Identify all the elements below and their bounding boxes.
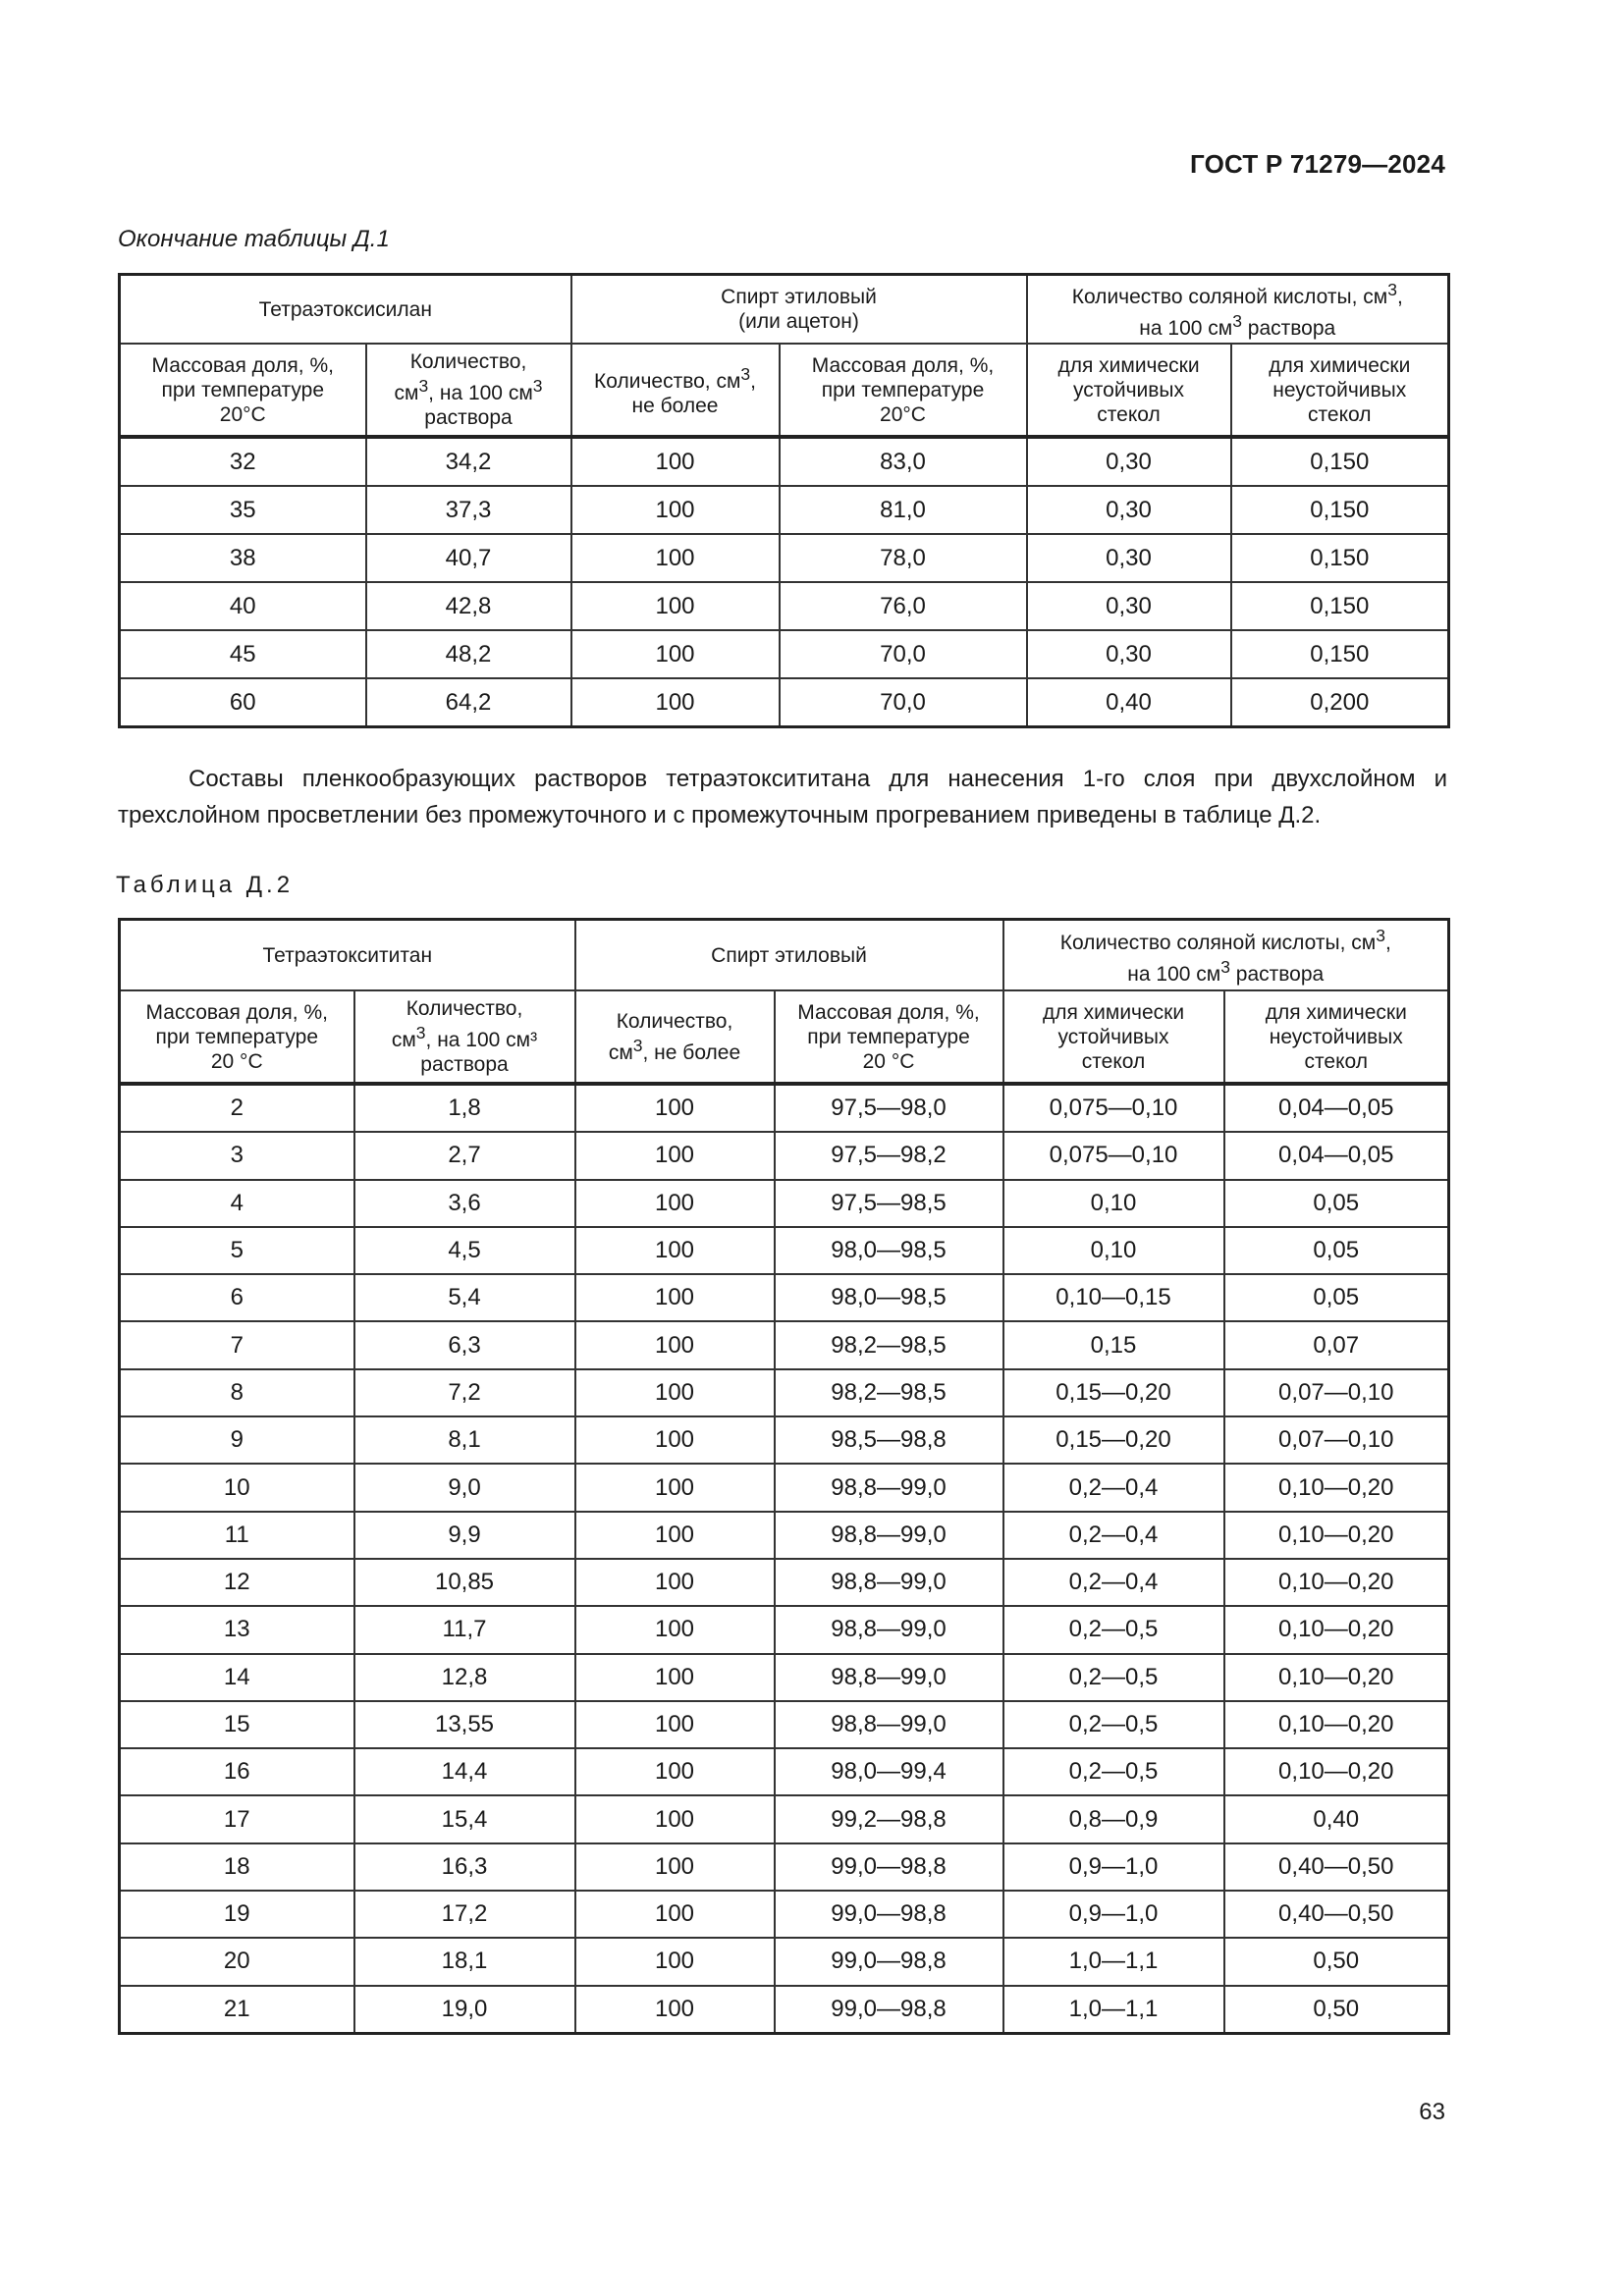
table1-cell: 32 xyxy=(120,437,366,486)
table1-cell: 0,200 xyxy=(1231,678,1449,727)
table2-row xyxy=(120,1321,1449,1368)
table2-cell: 11,7 xyxy=(354,1606,575,1653)
table2-cell: 0,2—0,4 xyxy=(1003,1464,1224,1511)
table2-cell: 0,07—0,10 xyxy=(1224,1416,1449,1464)
table2-row xyxy=(120,1748,1449,1795)
table2-cell: 100 xyxy=(575,1274,775,1321)
table1-row xyxy=(120,678,1449,727)
table1-header-row-1 xyxy=(120,275,1449,345)
table2-cell: 0,10—0,15 xyxy=(1003,1274,1224,1321)
table2-header-hydrochloric-acid: Количество соляной кислоты, $см^3$, на 100 $см^3$ раствора xyxy=(1003,920,1449,991)
table1-cell: 100 xyxy=(571,486,780,534)
table2-cell: 98,8—99,0 xyxy=(775,1701,1003,1748)
table1-cell: 35 xyxy=(120,486,366,534)
table2-header-stable-glass: для химически устойчивых стекол xyxy=(1003,990,1224,1084)
table2-cell: 1,8 xyxy=(354,1084,575,1132)
table2-cell: 0,9—1,0 xyxy=(1003,1843,1224,1891)
table1-cell: 48,2 xyxy=(366,630,571,678)
table-d2 xyxy=(118,918,1450,2035)
table-d1-end xyxy=(118,273,1450,728)
table2-row xyxy=(120,1132,1449,1179)
table2-cell: 19 xyxy=(120,1891,354,1938)
table1-cell: 40 xyxy=(120,582,366,630)
table2-row xyxy=(120,1274,1449,1321)
table2-cell: 98,8—99,0 xyxy=(775,1464,1003,1511)
table2-cell: 100 xyxy=(575,1938,775,1985)
table2-cell: 100 xyxy=(575,1843,775,1891)
table2-cell: 0,2—0,5 xyxy=(1003,1748,1224,1795)
table2-row xyxy=(120,1701,1449,1748)
table2-cell: 5,4 xyxy=(354,1274,575,1321)
table1-cell: 64,2 xyxy=(366,678,571,727)
table2-cell: 15,4 xyxy=(354,1795,575,1842)
table1-cell: 37,3 xyxy=(366,486,571,534)
table2-cell: 17 xyxy=(120,1795,354,1842)
table1-cell: 34,2 xyxy=(366,437,571,486)
table2-cell: 98,8—99,0 xyxy=(775,1512,1003,1559)
table2-cell: 12 xyxy=(120,1559,354,1606)
table2-row xyxy=(120,1512,1449,1559)
table2-row xyxy=(120,1227,1449,1274)
table2-header-quantity-max: Количество, $см^3$, не более xyxy=(575,990,775,1084)
table1-cell: 0,30 xyxy=(1027,630,1231,678)
table1-cell: 38 xyxy=(120,534,366,582)
table2-cell: 6,3 xyxy=(354,1321,575,1368)
table2-cell: 11 xyxy=(120,1512,354,1559)
table2-cell: 97,5—98,2 xyxy=(775,1132,1003,1179)
table1-caption: Окончание таблицы Д.1 xyxy=(118,226,390,252)
table2-cell: 3,6 xyxy=(354,1180,575,1227)
table2-cell: 0,07 xyxy=(1224,1321,1449,1368)
table2-cell: 0,10—0,20 xyxy=(1224,1606,1449,1653)
table2-cell: 98,5—98,8 xyxy=(775,1416,1003,1464)
table2-header-tetraethoxytitanium: Тетраэтоксититан xyxy=(120,920,575,991)
table2-row xyxy=(120,1464,1449,1511)
table2-cell: 18,1 xyxy=(354,1938,575,1985)
table2-cell: 98,8—99,0 xyxy=(775,1606,1003,1653)
table2-cell: 5 xyxy=(120,1227,354,1274)
table2-cell: 0,40—0,50 xyxy=(1224,1843,1449,1891)
table1-cell: 0,30 xyxy=(1027,582,1231,630)
table1-header-ethyl-alcohol: Спирт этиловый (или ацетон) xyxy=(571,275,1027,345)
table2-cell: 16,3 xyxy=(354,1843,575,1891)
table2-cell: 98,2—98,5 xyxy=(775,1321,1003,1368)
table2-cell: 0,9—1,0 xyxy=(1003,1891,1224,1938)
table2-cell: 0,05 xyxy=(1224,1227,1449,1274)
table1-cell: 0,150 xyxy=(1231,437,1449,486)
table2-cell: 15 xyxy=(120,1701,354,1748)
table2-cell: 13 xyxy=(120,1606,354,1653)
table2-cell: 100 xyxy=(575,1321,775,1368)
table2-cell: 100 xyxy=(575,1369,775,1416)
table1-cell: 70,0 xyxy=(780,630,1027,678)
table2-cell: 7,2 xyxy=(354,1369,575,1416)
table2-cell: 16 xyxy=(120,1748,354,1795)
table2-header-quantity-per-100: Количество, $см^3$, на 100 см³ раствора xyxy=(354,990,575,1084)
table2-cell: 0,10—0,20 xyxy=(1224,1748,1449,1795)
table2-cell: 0,50 xyxy=(1224,1986,1449,2034)
table2-cell: 100 xyxy=(575,1464,775,1511)
table2-cell: 0,8—0,9 xyxy=(1003,1795,1224,1842)
table1-header-mass-fraction: Массовая доля, %, при температуре 20°С xyxy=(120,344,366,437)
table2-cell: 0,2—0,5 xyxy=(1003,1606,1224,1653)
table1-cell: 0,30 xyxy=(1027,534,1231,582)
table2-cell: 2,7 xyxy=(354,1132,575,1179)
table1-cell: 83,0 xyxy=(780,437,1027,486)
table2-cell: 100 xyxy=(575,1084,775,1132)
table2-cell: 0,2—0,5 xyxy=(1003,1701,1224,1748)
page-number: 63 xyxy=(1419,2099,1445,2125)
table2-cell: 7 xyxy=(120,1321,354,1368)
table2-cell: 4,5 xyxy=(354,1227,575,1274)
table2-cell: 98,0—99,4 xyxy=(775,1748,1003,1795)
table1-cell: 100 xyxy=(571,534,780,582)
table1-cell: 42,8 xyxy=(366,582,571,630)
table2-cell: 2 xyxy=(120,1084,354,1132)
table2-cell: 17,2 xyxy=(354,1891,575,1938)
table2-header-alcohol-mass-fraction: Массовая доля, %, при температуре 20 °С xyxy=(775,990,1003,1084)
table1-cell: 100 xyxy=(571,678,780,727)
table2-cell: 98,0—98,5 xyxy=(775,1227,1003,1274)
table2-cell: 100 xyxy=(575,1132,775,1179)
table1-cell: 81,0 xyxy=(780,486,1027,534)
table2-caption: Таблица Д.2 xyxy=(116,872,295,898)
table2-cell: 1,0—1,1 xyxy=(1003,1938,1224,1985)
table2-cell: 0,04—0,05 xyxy=(1224,1132,1449,1179)
table2-cell: 97,5—98,0 xyxy=(775,1084,1003,1132)
table1-header-row-2 xyxy=(120,344,1449,437)
table2-cell: 0,075—0,10 xyxy=(1003,1084,1224,1132)
table2-cell: 0,15—0,20 xyxy=(1003,1369,1224,1416)
table1-cell: 0,150 xyxy=(1231,582,1449,630)
table2-cell: 98,8—99,0 xyxy=(775,1654,1003,1701)
table1-cell: 0,30 xyxy=(1027,437,1231,486)
table2-cell: 0,15—0,20 xyxy=(1003,1416,1224,1464)
table2-cell: 0,07—0,10 xyxy=(1224,1369,1449,1416)
table1-cell: 100 xyxy=(571,437,780,486)
table2-cell: 0,10—0,20 xyxy=(1224,1512,1449,1559)
table2-cell: 0,10—0,20 xyxy=(1224,1654,1449,1701)
table2-cell: 98,2—98,5 xyxy=(775,1369,1003,1416)
table2-cell: 0,10—0,20 xyxy=(1224,1701,1449,1748)
table2-cell: 14,4 xyxy=(354,1748,575,1795)
table2-cell: 100 xyxy=(575,1180,775,1227)
table2-row xyxy=(120,1986,1449,2034)
table1-cell: 70,0 xyxy=(780,678,1027,727)
table2-cell: 0,15 xyxy=(1003,1321,1224,1368)
table2-row xyxy=(120,1654,1449,1701)
table2-cell: 4 xyxy=(120,1180,354,1227)
table1-header-quantity-per-100: Количество, $см^3$, на 100 $см^3$ раствора xyxy=(366,344,571,437)
table1-row xyxy=(120,582,1449,630)
table2-row xyxy=(120,1559,1449,1606)
table2-cell: 0,10 xyxy=(1003,1180,1224,1227)
table1-row xyxy=(120,486,1449,534)
table2-cell: 97,5—98,5 xyxy=(775,1180,1003,1227)
table2-row xyxy=(120,1084,1449,1132)
table2-cell: 3 xyxy=(120,1132,354,1179)
table2-cell: 9,0 xyxy=(354,1464,575,1511)
table1-row xyxy=(120,437,1449,486)
table2-cell: 21 xyxy=(120,1986,354,2034)
table2-cell: 0,05 xyxy=(1224,1180,1449,1227)
table1-row xyxy=(120,534,1449,582)
table1-cell: 76,0 xyxy=(780,582,1027,630)
table1-row xyxy=(120,630,1449,678)
table2-cell: 0,50 xyxy=(1224,1938,1449,1985)
table2-cell: 12,8 xyxy=(354,1654,575,1701)
body-paragraph: Составы пленкообразующих растворов тетраэтоксититана для нанесения 1-го слоя при двухслойном и трехслойном просветлении без промежуточного и с промежуточным прогреванием приведены в таблице Д.2. xyxy=(118,766,1447,828)
table2-row xyxy=(120,1891,1449,1938)
table2-cell: 99,2—98,8 xyxy=(775,1795,1003,1842)
table2-cell: 20 xyxy=(120,1938,354,1985)
table2-row xyxy=(120,1416,1449,1464)
table2-cell: 0,05 xyxy=(1224,1274,1449,1321)
table2-header-row-1 xyxy=(120,920,1449,991)
table2-cell: 0,10 xyxy=(1003,1227,1224,1274)
table2-cell: 100 xyxy=(575,1748,775,1795)
table1-cell: 100 xyxy=(571,630,780,678)
table2-row xyxy=(120,1369,1449,1416)
table2-cell: 99,0—98,8 xyxy=(775,1938,1003,1985)
table2-cell: 100 xyxy=(575,1606,775,1653)
table2-header-row-2 xyxy=(120,990,1449,1084)
table1-cell: 0,150 xyxy=(1231,534,1449,582)
table1-cell: 0,150 xyxy=(1231,486,1449,534)
table2-row xyxy=(120,1606,1449,1653)
table2-cell: 6 xyxy=(120,1274,354,1321)
table1-cell: 45 xyxy=(120,630,366,678)
table2-cell: 0,2—0,4 xyxy=(1003,1512,1224,1559)
table2-cell: 100 xyxy=(575,1986,775,2034)
table1-cell: 78,0 xyxy=(780,534,1027,582)
table2-cell: 100 xyxy=(575,1512,775,1559)
table2-row xyxy=(120,1938,1449,1985)
table2-cell: 0,40—0,50 xyxy=(1224,1891,1449,1938)
table2-cell: 100 xyxy=(575,1559,775,1606)
table2-cell: 100 xyxy=(575,1654,775,1701)
table2-cell: 99,0—98,8 xyxy=(775,1891,1003,1938)
table1-cell: 100 xyxy=(571,582,780,630)
table2-cell: 13,55 xyxy=(354,1701,575,1748)
table1-cell: 0,40 xyxy=(1027,678,1231,727)
table2-row xyxy=(120,1180,1449,1227)
table2-cell: 0,2—0,4 xyxy=(1003,1559,1224,1606)
table2-row xyxy=(120,1795,1449,1842)
table2-row xyxy=(120,1843,1449,1891)
table2-cell: 9 xyxy=(120,1416,354,1464)
table2-cell: 10 xyxy=(120,1464,354,1511)
table2-cell: 100 xyxy=(575,1795,775,1842)
table1-header-hydrochloric-acid: Количество соляной кислоты, $см^3$, на 100 $см^3$ раствора xyxy=(1027,275,1449,345)
table2-cell: 10,85 xyxy=(354,1559,575,1606)
table2-cell: 0,10—0,20 xyxy=(1224,1464,1449,1511)
table2-cell: 19,0 xyxy=(354,1986,575,2034)
table2-cell: 100 xyxy=(575,1891,775,1938)
table2-cell: 100 xyxy=(575,1701,775,1748)
table2-cell: 0,10—0,20 xyxy=(1224,1559,1449,1606)
table2-cell: 18 xyxy=(120,1843,354,1891)
table2-cell: 0,40 xyxy=(1224,1795,1449,1842)
table2-header-mass-fraction: Массовая доля, %, при температуре 20 °С xyxy=(120,990,354,1084)
table1-cell: 0,30 xyxy=(1027,486,1231,534)
table1-cell: 40,7 xyxy=(366,534,571,582)
table2-cell: 14 xyxy=(120,1654,354,1701)
table2-header-ethyl-alcohol: Спирт этиловый xyxy=(575,920,1003,991)
table2-cell: 0,075—0,10 xyxy=(1003,1132,1224,1179)
table2-cell: 100 xyxy=(575,1416,775,1464)
table1-header-unstable-glass: для химически неустойчивых стекол xyxy=(1231,344,1449,437)
table1-cell: 0,150 xyxy=(1231,630,1449,678)
table2-cell: 8,1 xyxy=(354,1416,575,1464)
table1-header-quantity-max: Количество, $см^3$, не более xyxy=(571,344,780,437)
table2-cell: 98,0—98,5 xyxy=(775,1274,1003,1321)
table2-cell: 1,0—1,1 xyxy=(1003,1986,1224,2034)
table2-cell: 98,8—99,0 xyxy=(775,1559,1003,1606)
table2-cell: 0,04—0,05 xyxy=(1224,1084,1449,1132)
table2-cell: 100 xyxy=(575,1227,775,1274)
table2-cell: 9,9 xyxy=(354,1512,575,1559)
table1-header-stable-glass: для химически устойчивых стекол xyxy=(1027,344,1231,437)
table2-cell: 99,0—98,8 xyxy=(775,1986,1003,2034)
table2-cell: 99,0—98,8 xyxy=(775,1843,1003,1891)
table1-cell: 60 xyxy=(120,678,366,727)
document-code: ГОСТ Р 71279—2024 xyxy=(1190,149,1445,179)
table2-cell: 0,2—0,5 xyxy=(1003,1654,1224,1701)
table1-header-alcohol-mass-fraction: Массовая доля, %, при температуре 20°С xyxy=(780,344,1027,437)
table2-cell: 8 xyxy=(120,1369,354,1416)
table2-header-unstable-glass: для химически неустойчивых стекол xyxy=(1224,990,1449,1084)
table1-header-tetraethoxysilane: Тетраэтоксисилан xyxy=(120,275,571,345)
